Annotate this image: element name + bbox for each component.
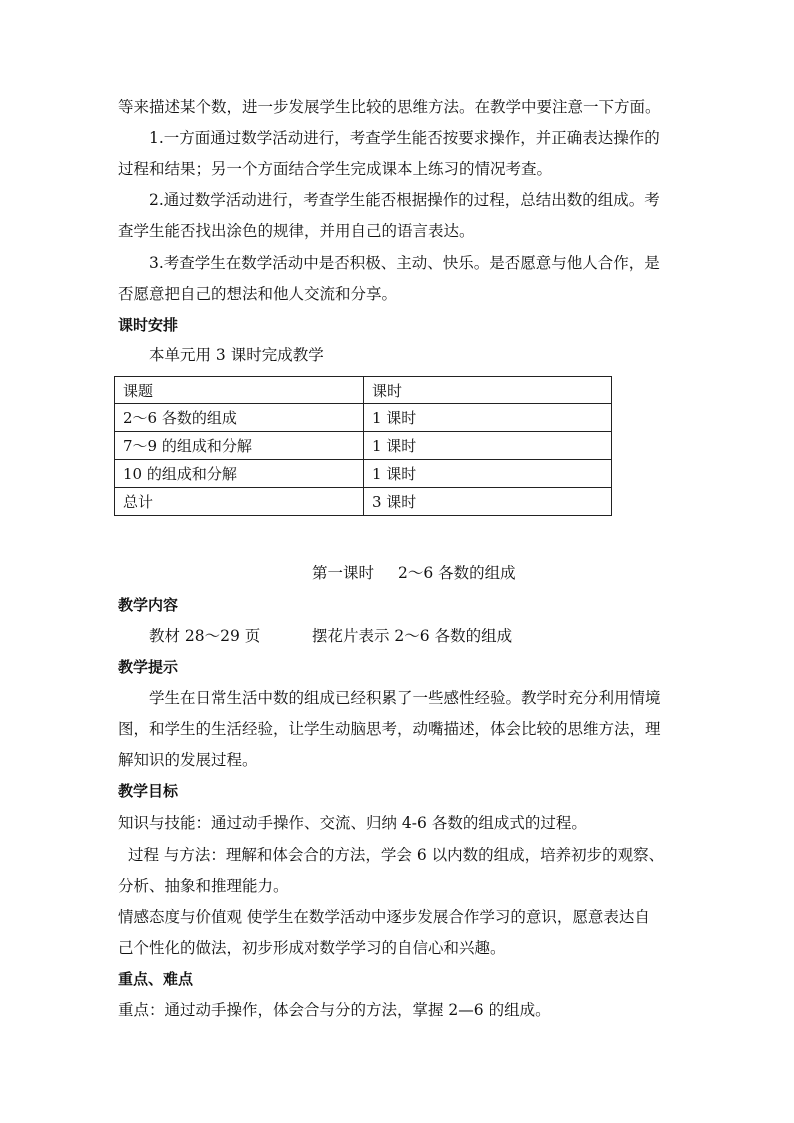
table-row <box>115 488 612 516</box>
key-points-text: 重点：通过动手操作，体会合与分的方法，掌握 2—6 的组成。 <box>118 1001 551 1019</box>
schedule-heading: 课时安排 <box>118 316 179 334</box>
point-1-line-1: 1.一方面通过数学活动进行，考查学生能否按要求操作，并正确表达操作的 <box>149 129 660 147</box>
table-cell: 10 的组成和分解 <box>115 460 364 488</box>
content-text-pages: 教材 28～29 页 <box>149 627 261 645</box>
point-2-line-2: 查学生能否找出涂色的规律，并用自己的语言表达。 <box>118 222 475 240</box>
goals-heading: 教学目标 <box>118 782 179 800</box>
content-text-activity: 摆花片表示 2～6 各数的组成 <box>312 627 513 645</box>
table-cell: 总计 <box>115 488 364 516</box>
table-cell: 1 课时 <box>364 432 612 460</box>
lesson-title-part1: 第一课时 <box>312 564 375 582</box>
table-cell: 7～9 的组成和分解 <box>115 432 364 460</box>
content-heading: 教学内容 <box>118 596 179 614</box>
table-header-cell: 课题 <box>115 377 364 404</box>
table-cell: 1 课时 <box>364 404 612 432</box>
point-1-line-2: 过程和结果；另一个方面结合学生完成课本上练习的情况考查。 <box>118 160 553 178</box>
schedule-table <box>114 376 612 516</box>
point-3-line-1: 3.考查学生在数学活动中是否积极、主动、快乐。是否愿意与他人合作，是 <box>149 254 660 272</box>
goal-attitude-line-1: 情感态度与价值观 使学生在数学活动中逐步发展合作学习的意识，愿意表达自 <box>118 908 650 926</box>
intro-line: 等来描述某个数，进一步发展学生比较的思维方法。在教学中要注意一下方面。 <box>118 98 661 116</box>
tips-line-2: 图，和学生的生活经验，让学生动脑思考，动嘴描述，体会比较的思维方法，理 <box>118 720 661 738</box>
tips-heading: 教学提示 <box>118 658 179 676</box>
table-header-row <box>115 377 612 404</box>
table-header-cell: 课时 <box>364 377 612 404</box>
point-2-line-1: 2.通过数学活动进行，考查学生能否根据操作的过程，总结出数的组成。考 <box>149 191 660 209</box>
point-3-line-2: 否愿意把自己的想法和他人交流和分享。 <box>118 285 398 303</box>
goal-process-line-2: 分析、抽象和推理能力。 <box>118 877 289 895</box>
table-cell: 2～6 各数的组成 <box>115 404 364 432</box>
goal-attitude-line-2: 己个性化的做法，初步形成对数学学习的自信心和兴趣。 <box>118 939 506 957</box>
tips-line-1: 学生在日常生活中数的组成已经积累了一些感性经验。教学时充分利用情境 <box>149 689 661 707</box>
goal-process-line-1: 过程 与方法：理解和体会合的方法，学会 6 以内数的组成，培养初步的观察、 <box>128 846 665 864</box>
table-row <box>115 432 612 460</box>
goal-knowledge: 知识与技能：通过动手操作、交流、归纳 4-6 各数的组成式的过程。 <box>118 814 587 832</box>
table-cell: 1 课时 <box>364 460 612 488</box>
key-points-heading: 重点、难点 <box>118 970 194 988</box>
schedule-intro: 本单元用 3 课时完成教学 <box>149 346 324 364</box>
table-row <box>115 404 612 432</box>
table-cell: 3 课时 <box>364 488 612 516</box>
lesson-title-part2: 2～6 各数的组成 <box>398 564 516 582</box>
table-row <box>115 460 612 488</box>
tips-line-3: 解知识的发展过程。 <box>118 751 258 769</box>
